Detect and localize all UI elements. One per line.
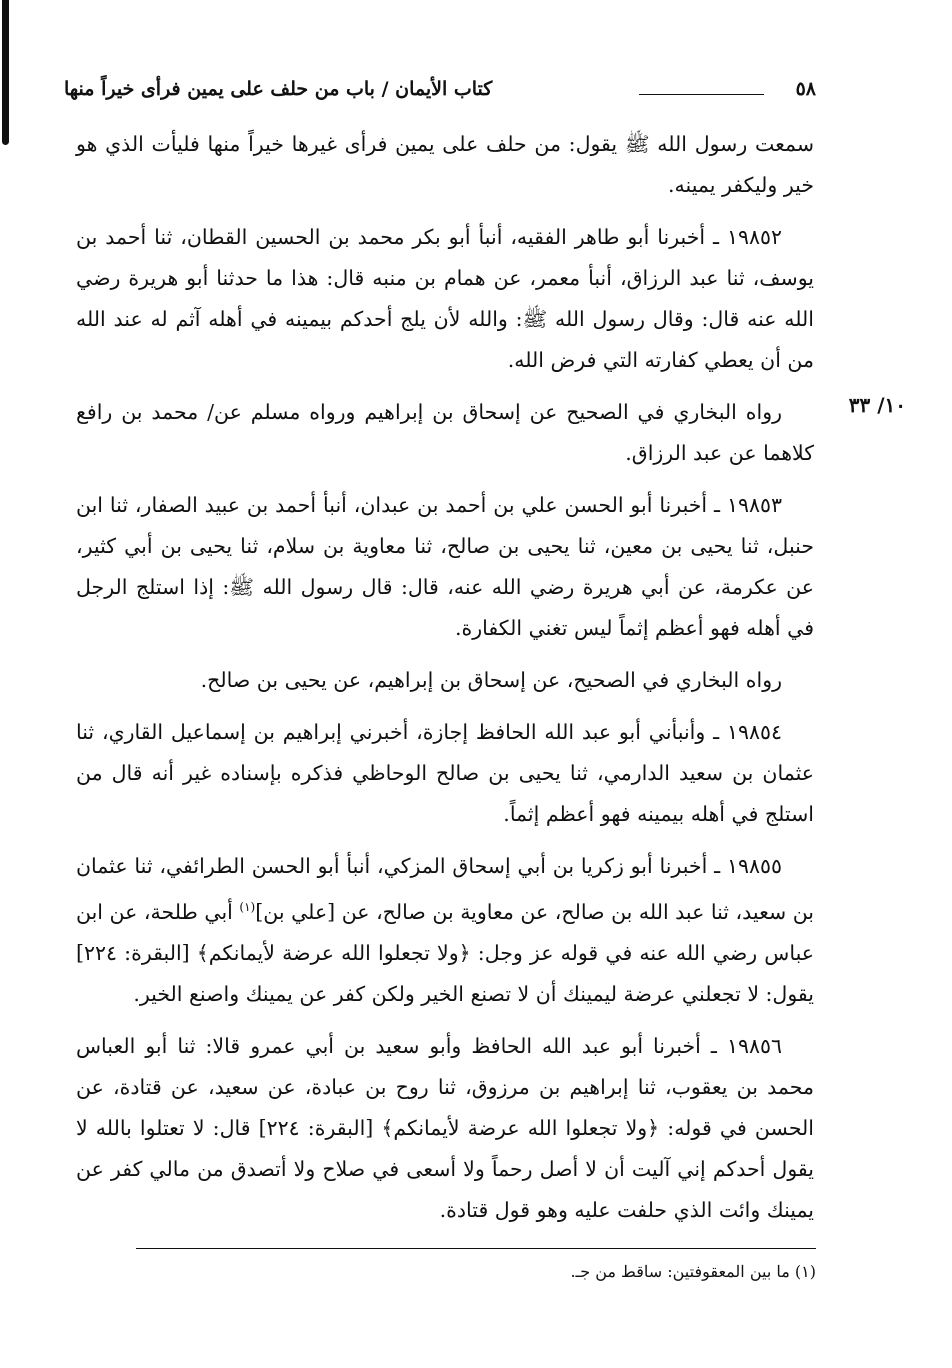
hadith-19855-text-a: ١٩٨٥٥ ـ أخبرنا أبو زكريا بن أبي إسحاق المزكي، أنبأ أبو الحسن الطرائفي، ثنا عثمان بن سعيد، ثنا عبد الله بن صالح، عن معاوية بن صالح، عن [علي بن] bbox=[76, 854, 815, 924]
takhrij-19853: رواه البخاري في الصحيح، عن إسحاق بن إبراهيم، عن يحيى بن صالح. bbox=[200, 668, 782, 692]
hadith-19856: ١٩٨٥٦ ـ أخبرنا أبو عبد الله الحافظ وأبو سعيد بن أبي عمرو قالا: ثنا أبو العباس محمد بن يعقوب، ثنا إبراهيم بن مرزوق، ثنا روح بن عبادة، عن سعيد، عن قتادة، عن الحسن في قوله: ﴿ولا تجعلوا الله عرضة لأيمانكم﴾ [البقرة: ٢٢٤] قال: لا تعتلوا بالله لا يقول أحدكم إني آليت أن لا أصل رحماً ولا أسعى في صلاح ولا أتصدق من مالي كفر عن يمينك وائت الذي حلفت عليه وهو قول قتادة. bbox=[76, 1033, 814, 1222]
footnote-marker: (١) bbox=[239, 900, 256, 914]
hadith-19853: ١٩٨٥٣ ـ أخبرنا أبو الحسن علي بن أحمد بن عبدان، أنبأ أحمد بن عبيد الصفار، ثنا ابن حنبل، ثنا يحيى بن معين، ثنا يحيى بن صالح، ثنا معاوية بن سلام، ثنا يحيى بن أبي كثير، عن عكرمة، عن أبي هريرة رضي الله عنه، قال: قال رسول الله ﷺ: إذا استلج الرجل في أهله فهو أعظم إثماً ليس تغني الكفارة. bbox=[76, 493, 814, 640]
hadith-19855 bbox=[76, 846, 814, 1015]
running-header bbox=[64, 74, 816, 108]
page-number: ٥٨ bbox=[795, 78, 816, 100]
main-text bbox=[76, 124, 814, 1242]
hadith-19854: ١٩٨٥٤ ـ وأنبأني أبو عبد الله الحافظ إجازة، أخبرني إبراهيم بن إسماعيل القاري، ثنا عثمان بن سعيد الدارمي، ثنا يحيى بن صالح الوحاظي فذكره بإسناده غير أنه قال من استلج في أهله بيمينه فهو أعظم إثماً. bbox=[76, 720, 814, 826]
hadith-19852: ١٩٨٥٢ ـ أخبرنا أبو طاهر الفقيه، أنبأ أبو بكر محمد بن الحسين القطان، ثنا أحمد بن يوسف، ثنا عبد الرزاق، أنبأ معمر، عن همام بن منبه قال: هذا ما حدثنا أبو هريرة رضي الله عنه قال: وقال رسول الله ﷺ: والله لأن يلج أحدكم بيمينه في أهله آثم له عند الله من أن يعطي كفارته التي فرض الله. bbox=[76, 225, 814, 372]
header-rule bbox=[639, 94, 764, 95]
footnote: (١) ما بين المعقوفتين: ساقط من جـ. bbox=[570, 1262, 816, 1281]
margin-reference: ١٠/ ٣٣ bbox=[848, 393, 906, 417]
footnote-separator bbox=[136, 1248, 816, 1249]
paragraph-continuation: سمعت رسول الله ﷺ يقول: من حلف على يمين فرأى غيرها خيراً منها فليأت الذي هو خير وليكفر يمينه. bbox=[76, 132, 814, 197]
hadith-19855-text-b: أبي طلحة، عن ابن عباس رضي الله عنه في قوله عز وجل: ﴿ولا تجعلوا الله عرضة لأيمانكم﴾ [البقرة: ٢٢٤] يقول: لا تجعلني عرضة ليمينك أن لا تصنع الخير ولكن كفر عن يمينك واصنع الخير. bbox=[76, 899, 814, 1006]
header-title: كتاب الأيمان / باب من حلف على يمين فرأى خيراً منها bbox=[64, 78, 493, 100]
scan-edge-mark bbox=[2, 0, 9, 145]
takhrij-19852: رواه البخاري في الصحيح عن إسحاق بن إبراهيم ورواه مسلم عن/ محمد بن رافع كلاهما عن عبد الرزاق. bbox=[76, 400, 814, 465]
